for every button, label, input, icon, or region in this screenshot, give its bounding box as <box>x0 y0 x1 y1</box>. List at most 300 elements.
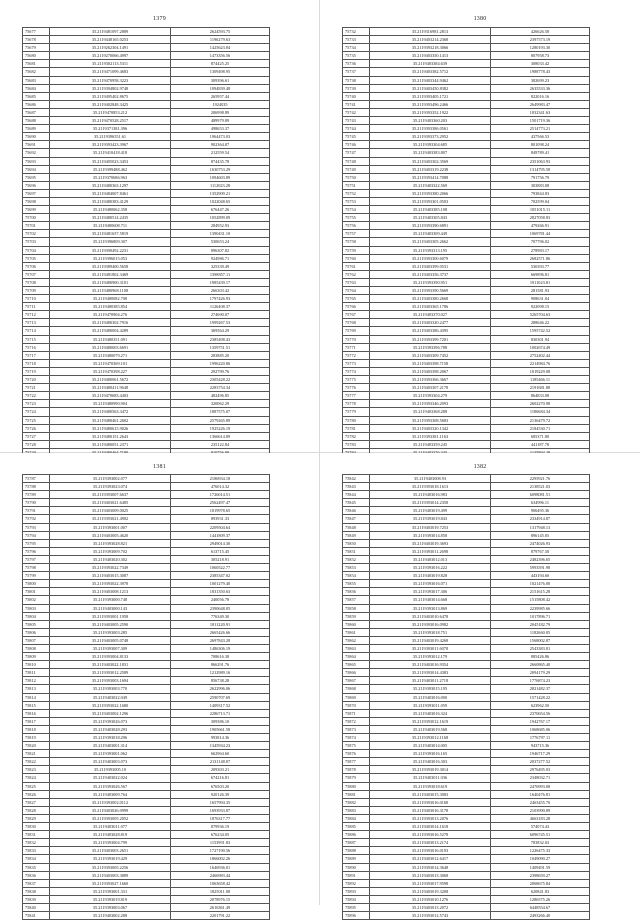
code-cell: 35.2119393019.3014 <box>370 766 491 774</box>
value-cell: 1473356.56 <box>171 52 270 60</box>
code-cell: 35.2119403370.027 <box>370 311 491 319</box>
code-cell: 35.2119403016.983 <box>370 491 491 499</box>
code-cell: 35.2119403011.077 <box>50 823 171 831</box>
row-id-cell: 75754 <box>343 206 370 214</box>
row-id-cell: 75782 <box>343 432 370 440</box>
value-cell: 2305428.22 <box>171 376 270 384</box>
row-id-cell: 75689 <box>23 125 50 133</box>
value-cell: 1727190.56 <box>171 847 270 855</box>
code-cell: 35.2119495402.8675 <box>50 92 171 100</box>
row-id-cell: 75773 <box>343 359 370 367</box>
table-row <box>343 491 590 499</box>
table-row <box>343 108 590 116</box>
value-cell: 283885.20 <box>171 351 270 359</box>
table-row <box>23 52 270 60</box>
value-cell: 922098.15 <box>491 303 590 311</box>
table-row <box>343 149 590 157</box>
code-cell: 35.2119393002.077 <box>50 475 171 483</box>
row-id-cell: 75775 <box>343 376 370 384</box>
table-row <box>343 92 590 100</box>
code-cell: 35.2119393013.869 <box>370 604 491 612</box>
row-id-cell: 75805 <box>23 620 50 628</box>
code-cell: 35.2119403309.7452 <box>370 351 491 359</box>
code-cell: 35.2119393496.2466 <box>370 100 491 108</box>
code-cell: 35.2119480411.9648 <box>50 384 171 392</box>
code-cell: 35.2119393386.0561 <box>370 125 491 133</box>
code-cell: 35.2119393004.8133 <box>50 653 171 661</box>
value-cell: 1186684.34 <box>491 408 590 416</box>
value-cell: 1226475.33 <box>491 847 590 855</box>
table-row <box>343 181 590 189</box>
table-row <box>23 709 270 717</box>
table-row <box>343 750 590 758</box>
value-cell: 2482396.65 <box>491 555 590 563</box>
code-cell: 35.2119470369.101 <box>50 359 171 367</box>
row-id-cell: 75686 <box>23 100 50 108</box>
table-row <box>23 782 270 790</box>
table-row <box>23 343 270 351</box>
row-id-cell: 75884 <box>343 814 370 822</box>
table-row <box>343 717 590 725</box>
code-cell: 35.2119480514.2435 <box>50 214 171 222</box>
value-cell: 209303.21 <box>171 766 270 774</box>
row-id-cell: 75698 <box>23 197 50 205</box>
value-cell: 2682571.86 <box>491 254 590 262</box>
value-cell: 879936.19 <box>171 823 270 831</box>
table-row <box>343 254 590 262</box>
table-row <box>23 222 270 230</box>
code-cell: 35.2119393012.2589 <box>50 669 171 677</box>
row-id-cell: 75837 <box>23 879 50 887</box>
table-row <box>343 758 590 766</box>
row-id-cell: 75863 <box>343 644 370 652</box>
value-cell: 1866002.26 <box>171 855 270 863</box>
row-id-cell: 75690 <box>23 133 50 141</box>
row-id-cell: 75820 <box>23 742 50 750</box>
code-cell: 35.2119403028.819 <box>50 831 171 839</box>
code-cell: 35.2119480082.708 <box>50 295 171 303</box>
value-cell: 265957.44 <box>171 92 270 100</box>
value-cell: 685371.80 <box>491 432 590 440</box>
table-row <box>343 384 590 392</box>
code-cell: 35.2119396015.053 <box>50 254 171 262</box>
table-row <box>343 887 590 895</box>
value-cell: 1398857.11 <box>171 270 270 278</box>
code-cell: 35.2119393218.3066 <box>370 44 491 52</box>
code-cell: 35.2119403382.5712 <box>370 68 491 76</box>
code-cell: 35.2119393304.685 <box>370 141 491 149</box>
table-row <box>343 351 590 359</box>
table-row <box>23 351 270 359</box>
code-cell: 35.2119396551.61 <box>50 133 171 141</box>
table-row <box>23 76 270 84</box>
table-row <box>23 725 270 733</box>
value-cell: 1021476.00 <box>491 580 590 588</box>
code-cell: 35.2119403365.1786 <box>370 303 491 311</box>
code-cell: 35.2119393313.195 <box>370 246 491 254</box>
value-cell: 1063658.42 <box>171 879 270 887</box>
code-cell: 35.2119403000.143 <box>50 604 171 612</box>
value-cell: 574074.43 <box>491 823 590 831</box>
table-row <box>343 782 590 790</box>
row-id-cell: 75787 <box>23 475 50 483</box>
value-cell: 2463455.70 <box>491 798 590 806</box>
data-table <box>342 27 590 473</box>
table-row <box>23 141 270 149</box>
table-row <box>343 475 590 483</box>
row-id-cell: 75750 <box>343 173 370 181</box>
table-row <box>23 644 270 652</box>
code-cell: 35.2119262304.1491 <box>50 44 171 52</box>
code-cell: 35.2119393300.6079 <box>370 254 491 262</box>
row-id-cell: 75822 <box>23 758 50 766</box>
value-cell: 2562497.47 <box>171 499 270 507</box>
code-cell: 35.2119270066.4997 <box>50 52 171 60</box>
row-id-cell: 75851 <box>343 547 370 555</box>
row-id-cell: 75708 <box>23 278 50 286</box>
table-row <box>343 653 590 661</box>
code-cell: 35.2119403028.293 <box>50 725 171 733</box>
value-cell: 879767.50 <box>491 547 590 555</box>
table-row <box>23 133 270 141</box>
table-row <box>23 620 270 628</box>
row-id-cell: 75804 <box>23 612 50 620</box>
code-cell: 35.2119403302.3569 <box>370 157 491 165</box>
value-cell: 426626.58 <box>491 28 590 36</box>
table-row <box>23 555 270 563</box>
code-cell: 35.2119393352.1922 <box>370 108 491 116</box>
value-cell: 783832.03 <box>491 839 590 847</box>
row-id-cell: 75875 <box>343 742 370 750</box>
row-id-cell: 75693 <box>23 157 50 165</box>
row-id-cell: 75783 <box>343 440 370 448</box>
row-id-cell: 75817 <box>23 717 50 725</box>
value-cell: 1017896.71 <box>491 612 590 620</box>
value-cell: 2616361.49 <box>171 903 270 911</box>
value-cell: 369564.29 <box>171 327 270 335</box>
table-row <box>23 108 270 116</box>
table-row <box>343 367 590 375</box>
value-cell: 896145.05 <box>491 531 590 539</box>
row-id-cell: 75854 <box>343 572 370 580</box>
code-cell: 35.2119393405.1721 <box>370 92 491 100</box>
code-cell: 35.2119470958.3223 <box>50 76 171 84</box>
row-id-cell: 75839 <box>23 895 50 903</box>
code-cell: 35.2119403016.9354 <box>370 661 491 669</box>
row-id-cell: 75788 <box>23 483 50 491</box>
value-cell: 1425623.84 <box>171 44 270 52</box>
code-cell: 35.2119403021.6485 <box>50 499 171 507</box>
row-id-cell: 75683 <box>23 76 50 84</box>
table-row <box>23 335 270 343</box>
value-cell: 2624593.75 <box>171 28 270 36</box>
value-cell: 1646936.01 <box>171 863 270 871</box>
value-cell: 2398659.27 <box>491 871 590 879</box>
row-id-cell: 75772 <box>343 351 370 359</box>
value-cell: 906495.36 <box>491 507 590 515</box>
table-row <box>343 173 590 181</box>
value-cell: 278983.17 <box>491 246 590 254</box>
value-cell: 1999267.53 <box>171 319 270 327</box>
code-cell: 35.2119403009.0025 <box>50 507 171 515</box>
code-cell: 35.2119393019.819 <box>50 895 171 903</box>
row-id-cell: 75736 <box>343 60 370 68</box>
row-id-cell: 75753 <box>343 197 370 205</box>
row-id-cell: 75717 <box>23 351 50 359</box>
value-cell: 1657994.35 <box>171 798 270 806</box>
value-cell: 498653.37 <box>171 125 270 133</box>
row-id-cell: 75802 <box>23 596 50 604</box>
row-id-cell: 75841 <box>23 912 50 920</box>
value-cell: 993814.36 <box>171 734 270 742</box>
value-cell: 874435.78 <box>171 157 270 165</box>
code-cell: 35.2119393027.1660 <box>50 879 171 887</box>
row-id-cell: 75715 <box>23 335 50 343</box>
table-row <box>23 36 270 44</box>
table-row <box>343 677 590 685</box>
table-row <box>343 416 590 424</box>
value-cell: 856738.28 <box>171 677 270 685</box>
code-cell: 35.2119470853.212 <box>50 108 171 116</box>
code-cell: 35.2119393026.073 <box>50 717 171 725</box>
code-cell: 35.2119480363.1297 <box>50 181 171 189</box>
value-cell: 676234.05 <box>171 831 270 839</box>
value-cell: 801098.24 <box>491 141 590 149</box>
row-id-cell: 75813 <box>23 685 50 693</box>
table-row <box>23 28 270 36</box>
code-cell: 35.2119403008.1213 <box>50 588 171 596</box>
code-cell: 35.2119403450.8382 <box>370 84 491 92</box>
table-row <box>23 588 270 596</box>
table-row <box>23 653 270 661</box>
value-cell: 1314795.58 <box>491 165 590 173</box>
row-id-cell: 75842 <box>343 475 370 483</box>
code-cell: 35.2119393009.702 <box>50 547 171 555</box>
code-cell: 35.2119480151.2643 <box>50 432 171 440</box>
row-id-cell: 75695 <box>23 173 50 181</box>
table-row <box>343 823 590 831</box>
code-cell: 35.2119403022.024 <box>50 774 171 782</box>
table-row <box>343 214 590 222</box>
row-id-cell: 75816 <box>23 709 50 717</box>
value-cell: 662964.60 <box>171 750 270 758</box>
value-cell: 2660865.40 <box>491 661 590 669</box>
table-row <box>23 125 270 133</box>
value-cell: 2821482.37 <box>491 685 590 693</box>
table-row <box>23 100 270 108</box>
table-row <box>23 539 270 547</box>
code-cell: 35.2119470904.276 <box>50 311 171 319</box>
code-cell: 35.2119393011.6078 <box>370 644 491 652</box>
value-cell: 1366614.89 <box>171 432 270 440</box>
value-cell: 320062.29 <box>171 400 270 408</box>
code-cell: 35.2119403305.2662 <box>370 238 491 246</box>
value-cell: 2390648.05 <box>171 604 270 612</box>
code-cell: 35.2119393014.858 <box>370 531 491 539</box>
row-id-cell: 75872 <box>343 717 370 725</box>
table-row <box>343 507 590 515</box>
value-cell: 1486306.19 <box>171 644 270 652</box>
value-cell: 1212989.16 <box>171 669 270 677</box>
row-id-cell: 75680 <box>23 52 50 60</box>
value-cell: 489979.89 <box>171 117 270 125</box>
table-row <box>23 408 270 416</box>
value-cell: 284952.93 <box>171 222 270 230</box>
row-id-cell: 75874 <box>343 734 370 742</box>
row-id-cell: 75738 <box>343 76 370 84</box>
code-cell: 35.2119403322.569 <box>370 181 491 189</box>
value-cell: 1776797.11 <box>491 734 590 742</box>
row-id-cell: 75713 <box>23 319 50 327</box>
table-row <box>23 661 270 669</box>
row-id-cell: 75877 <box>343 758 370 766</box>
code-cell: 35.2119480990.904 <box>50 400 171 408</box>
value-cell: 2949014.30 <box>171 539 270 547</box>
code-cell: 35.2119471099.4683 <box>50 68 171 76</box>
table-row <box>23 475 270 483</box>
code-cell: 35.2119480079.271 <box>50 351 171 359</box>
table-row <box>343 620 590 628</box>
row-id-cell: 75727 <box>23 432 50 440</box>
table-row <box>23 238 270 246</box>
code-cell: 35.2119403013.2072 <box>370 903 491 911</box>
code-cell: 35.2119403019.3208 <box>370 887 491 895</box>
row-id-cell: 75712 <box>23 311 50 319</box>
code-cell: 35.2119403368.288 <box>370 408 491 416</box>
code-cell: 35.2119403005.0748 <box>50 636 171 644</box>
table-row <box>343 28 590 36</box>
table-row <box>23 287 270 295</box>
table-row <box>343 742 590 750</box>
row-id-cell: 75887 <box>343 839 370 847</box>
table-row <box>23 685 270 693</box>
row-id-cell: 75868 <box>343 685 370 693</box>
value-cell: 2474026.93 <box>491 539 590 547</box>
row-id-cell: 75831 <box>23 831 50 839</box>
value-cell: 4663183.28 <box>491 814 590 822</box>
table-row <box>23 359 270 367</box>
row-id-cell: 75764 <box>343 287 370 295</box>
row-id-cell: 75679 <box>23 44 50 52</box>
table-row <box>23 669 270 677</box>
row-id-cell: 75803 <box>23 604 50 612</box>
code-cell: 35.2119403013.3068 <box>370 871 491 879</box>
table-row <box>343 588 590 596</box>
row-id-cell: 75701 <box>23 222 50 230</box>
row-id-cell: 75760 <box>343 254 370 262</box>
table-row <box>23 416 270 424</box>
table-row <box>343 515 590 523</box>
table-row <box>343 262 590 270</box>
code-cell: 35.2119403359.245 <box>370 440 491 448</box>
row-id-cell: 75829 <box>23 814 50 822</box>
value-cell: 1946717.29 <box>491 750 590 758</box>
table-row <box>343 311 590 319</box>
value-cell: 776349.30 <box>171 612 270 620</box>
row-id-cell: 75800 <box>23 580 50 588</box>
code-cell: 35.2119480062.358 <box>50 206 171 214</box>
value-cell: 1825011.08 <box>171 887 270 895</box>
row-id-cell: 75757 <box>343 230 370 238</box>
value-cell: 1352909.21 <box>171 189 270 197</box>
row-id-cell: 75807 <box>23 636 50 644</box>
table-row <box>343 766 590 774</box>
table-row <box>343 392 590 400</box>
value-cell: 1001279.40 <box>171 580 270 588</box>
code-cell: 35.2119480383.4129 <box>50 197 171 205</box>
code-cell: 35.2119302113.5311 <box>50 60 171 68</box>
table-row <box>23 774 270 782</box>
value-cell: 1051015.11 <box>491 206 590 214</box>
code-cell: 35.2119403319.2238 <box>370 165 491 173</box>
table-row <box>343 408 590 416</box>
value-cell: 482496.85 <box>171 392 270 400</box>
row-id-cell: 75808 <box>23 644 50 652</box>
code-cell: 35.2119393003.067 <box>50 903 171 911</box>
code-cell: 35.2119403016.324 <box>370 709 491 717</box>
row-id-cell: 75849 <box>343 531 370 539</box>
value-cell: 1693933.87 <box>171 806 270 814</box>
row-id-cell: 75876 <box>343 750 370 758</box>
table-row <box>23 572 270 580</box>
value-cell: 382699.23 <box>491 76 590 84</box>
value-cell: 1153991.83 <box>171 839 270 847</box>
value-cell: 1094603.89 <box>171 173 270 181</box>
value-cell: 676447.26 <box>171 206 270 214</box>
value-cell: 2037277.52 <box>491 758 590 766</box>
code-cell: 35.2119403385.108 <box>370 206 491 214</box>
code-cell: 35.2119403309.449 <box>370 230 491 238</box>
table-row <box>343 36 590 44</box>
row-id-cell: 75879 <box>343 774 370 782</box>
code-cell: 35.2119393012.5743 <box>370 912 491 920</box>
table-row <box>343 440 590 448</box>
value-cell: 1501719.36 <box>491 117 590 125</box>
value-cell: 2136479.72 <box>491 416 590 424</box>
table-row <box>23 327 270 335</box>
code-cell: 35.2119470528.2517 <box>50 117 171 125</box>
row-id-cell: 75759 <box>343 246 370 254</box>
table-row <box>23 189 270 197</box>
table-row <box>343 612 590 620</box>
value-cell: 1996220.86 <box>171 359 270 367</box>
table-row <box>23 636 270 644</box>
table-row <box>343 685 590 693</box>
code-cell: 35.2119393016.5278 <box>370 831 491 839</box>
table-row <box>343 734 590 742</box>
row-id-cell: 75703 <box>23 238 50 246</box>
table-row <box>23 384 270 392</box>
table-row <box>343 564 590 572</box>
code-cell: 35.2119403005.4620 <box>50 531 171 539</box>
value-cell: 2151615.28 <box>491 588 590 596</box>
code-cell: 35.2119393399.7201 <box>370 335 491 343</box>
value-cell: 2068675.84 <box>491 879 590 887</box>
code-cell: 35.2119393018.296 <box>50 734 171 742</box>
table-row <box>23 823 270 831</box>
row-id-cell: 75733 <box>343 36 370 44</box>
page-title: 1381 <box>153 464 166 470</box>
table-row <box>23 246 270 254</box>
table-row <box>343 60 590 68</box>
value-cell: 674216.81 <box>171 774 270 782</box>
table-row <box>23 206 270 214</box>
row-id-cell: 75761 <box>343 262 370 270</box>
table-row <box>343 125 590 133</box>
value-cell: 1571428.22 <box>491 693 590 701</box>
code-cell: 35.2119393013.2076 <box>370 814 491 822</box>
code-cell: 35.2119393003.1694 <box>50 677 171 685</box>
